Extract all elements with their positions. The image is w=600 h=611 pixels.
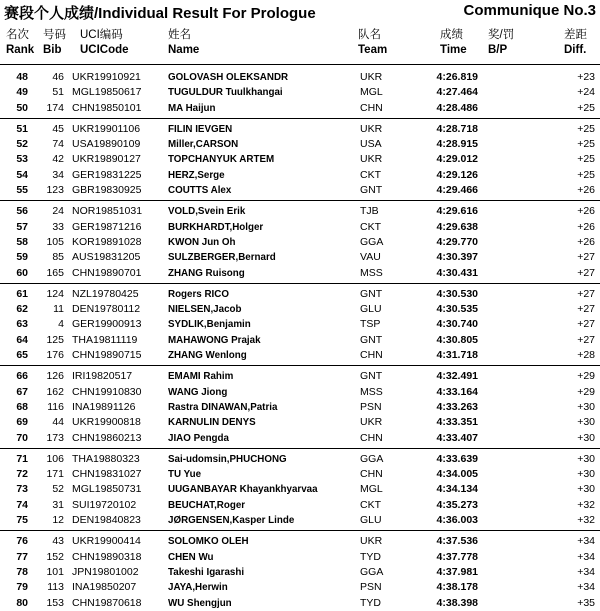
cell-name: SOLOMKO OLEH xyxy=(168,536,249,548)
cell-rank: 77 xyxy=(16,550,28,563)
cell-diff: +25 xyxy=(577,138,595,151)
table-row xyxy=(0,287,600,302)
cell-team: MGL xyxy=(360,86,383,99)
cell-name: BEUCHAT,Roger xyxy=(168,499,246,511)
title-bar xyxy=(0,0,600,24)
cell-bib: 51 xyxy=(52,86,64,99)
cell-time: 4:33.639 xyxy=(436,452,478,465)
table-row xyxy=(0,250,600,265)
cell-rank: 52 xyxy=(16,138,28,151)
table-header xyxy=(0,28,600,65)
cell-diff: +25 xyxy=(577,101,595,114)
cell-uci: UKR19890127 xyxy=(72,153,141,166)
cell-rank: 67 xyxy=(16,385,28,398)
cell-bib: 153 xyxy=(46,596,64,609)
cell-uci: CHN19860213 xyxy=(72,431,142,444)
cell-uci: CHN19890701 xyxy=(72,266,142,279)
cell-name: Rogers RICO xyxy=(168,288,229,300)
cell-name: EMAMI Rahim xyxy=(168,371,234,383)
cell-name: KARNULIN DENYS xyxy=(168,417,256,429)
cell-team: UKR xyxy=(360,153,383,166)
table-row xyxy=(0,467,600,482)
cell-name: JAYA,Herwin xyxy=(168,582,228,594)
cell-name: WU Shengjun xyxy=(168,597,232,609)
cell-time: 4:34.134 xyxy=(436,483,478,496)
cell-team: GLU xyxy=(360,303,382,316)
cell-rank: 71 xyxy=(16,452,28,465)
cell-rank: 70 xyxy=(16,431,28,444)
cell-diff: +25 xyxy=(577,168,595,181)
cell-team: CKT xyxy=(360,220,381,233)
table-row xyxy=(0,333,600,348)
cell-rank: 54 xyxy=(16,168,28,181)
cell-diff: +32 xyxy=(577,498,595,511)
table-row xyxy=(0,534,600,549)
cell-diff: +25 xyxy=(577,122,595,135)
cell-bib: 44 xyxy=(52,416,64,429)
cell-bib: 42 xyxy=(52,153,64,166)
cell-bib: 152 xyxy=(46,550,64,563)
cell-diff: +30 xyxy=(577,468,595,481)
cell-time: 4:30.530 xyxy=(436,287,478,300)
cell-uci: NOR19851031 xyxy=(72,205,143,218)
cell-team: MSS xyxy=(360,266,383,279)
col-bp-cn: 奖/罚 xyxy=(488,29,515,41)
cell-name: ZHANG Ruisong xyxy=(168,267,245,279)
cell-bib: 162 xyxy=(46,385,64,398)
cell-time: 4:30.740 xyxy=(436,318,478,331)
cell-rank: 72 xyxy=(16,468,28,481)
cell-diff: +27 xyxy=(577,333,595,346)
cell-rank: 60 xyxy=(16,266,28,279)
col-bib-en: Bib xyxy=(43,44,62,56)
table-row xyxy=(0,302,600,317)
cell-bib: 105 xyxy=(46,235,64,248)
table-row xyxy=(0,220,600,235)
col-bp xyxy=(488,28,514,58)
cell-rank: 63 xyxy=(16,318,28,331)
table-row xyxy=(0,400,600,415)
page-title: 赛段个人成绩/Individual Result For Prologue xyxy=(4,5,316,22)
cell-team: PSN xyxy=(360,400,382,413)
cell-bib: 45 xyxy=(52,122,64,135)
cell-name: Takeshi Igarashi xyxy=(168,566,245,578)
cell-team: GGA xyxy=(360,565,384,578)
table-row xyxy=(0,235,600,250)
cell-bib: 123 xyxy=(46,184,64,197)
table-row xyxy=(0,122,600,137)
cell-diff: +34 xyxy=(577,535,595,548)
col-diff xyxy=(564,28,587,58)
table-row xyxy=(0,550,600,565)
table-row xyxy=(0,266,600,281)
col-name-cn: 姓名 xyxy=(168,29,191,41)
col-diff-en: Diff. xyxy=(564,44,587,56)
cell-uci: CHN19850101 xyxy=(72,101,142,114)
cell-time: 4:29.616 xyxy=(436,205,478,218)
table-row xyxy=(0,204,600,219)
cell-time: 4:37.981 xyxy=(436,565,478,578)
cell-bib: 165 xyxy=(46,266,64,279)
cell-name: UUGANBAYAR Khayankhyarvaa xyxy=(168,484,318,496)
cell-name: TU Yue xyxy=(168,469,202,481)
cell-team: PSN xyxy=(360,581,382,594)
communique-number: Communique No.3 xyxy=(463,2,596,19)
cell-time: 4:33.407 xyxy=(436,431,478,444)
cell-bib: 74 xyxy=(52,138,64,151)
cell-diff: +35 xyxy=(577,596,595,609)
cell-bib: 12 xyxy=(52,514,64,527)
cell-team: MGL xyxy=(360,483,383,496)
cell-team: UKR xyxy=(360,71,383,83)
cell-time: 4:29.012 xyxy=(436,153,478,166)
cell-rank: 74 xyxy=(16,498,28,511)
cell-time: 4:28.718 xyxy=(436,122,478,135)
cell-diff: +26 xyxy=(577,205,595,218)
cell-name: VOLD,Svein Erik xyxy=(168,206,246,218)
cell-time: 4:33.351 xyxy=(436,416,478,429)
table-row xyxy=(0,452,600,467)
cell-time: 4:29.770 xyxy=(436,235,478,248)
cell-bib: 31 xyxy=(52,498,64,511)
cell-diff: +26 xyxy=(577,184,595,197)
cell-uci: GBR19830925 xyxy=(72,184,142,197)
cell-bib: 101 xyxy=(46,565,64,578)
cell-rank: 56 xyxy=(16,205,28,218)
cell-uci: CHN19890318 xyxy=(72,550,142,563)
table-row xyxy=(0,580,600,595)
cell-rank: 59 xyxy=(16,251,28,264)
cell-uci: NZL19780425 xyxy=(72,287,139,300)
cell-uci: GER19831225 xyxy=(72,168,142,181)
cell-team: CHN xyxy=(360,431,383,444)
cell-diff: +34 xyxy=(577,550,595,563)
cell-diff: +30 xyxy=(577,483,595,496)
cell-team: UKR xyxy=(360,535,383,548)
cell-bib: 125 xyxy=(46,333,64,346)
table-row xyxy=(0,369,600,384)
cell-name: TOPCHANYUK ARTEM xyxy=(168,154,275,166)
cell-time: 4:38.398 xyxy=(436,596,478,609)
cell-rank: 57 xyxy=(16,220,28,233)
cell-bib: 4 xyxy=(58,318,64,331)
cell-name: MAHAWONG Prajak xyxy=(168,334,261,346)
cell-rank: 49 xyxy=(16,86,28,99)
cell-team: GNT xyxy=(360,370,383,383)
cell-uci: SUI19720102 xyxy=(72,498,137,511)
cell-rank: 78 xyxy=(16,565,28,578)
cell-team: TJB xyxy=(360,205,379,218)
cell-uci: UKR19901106 xyxy=(72,122,141,135)
col-bib-cn: 号码 xyxy=(43,29,66,41)
col-rank-en: Rank xyxy=(6,44,35,56)
cell-name: ZHANG Wenlong xyxy=(168,350,247,362)
cell-name: Miller,CARSON xyxy=(168,139,239,151)
cell-time: 4:30.535 xyxy=(436,303,478,316)
cell-diff: +26 xyxy=(577,220,595,233)
col-uci-cn: UCI编码 xyxy=(80,29,123,41)
cell-rank: 55 xyxy=(16,184,28,197)
cell-bib: 173 xyxy=(46,431,64,444)
cell-name: FILIN IEVGEN xyxy=(168,123,233,135)
cell-time: 4:30.431 xyxy=(436,266,478,279)
cell-time: 4:29.126 xyxy=(436,168,478,181)
table-row xyxy=(0,70,600,85)
cell-time: 4:38.178 xyxy=(436,581,478,594)
cell-uci: THA19880323 xyxy=(72,452,140,465)
col-time-cn: 成绩 xyxy=(440,29,463,41)
table-row xyxy=(0,85,600,100)
cell-time: 4:27.464 xyxy=(436,86,478,99)
cell-diff: +27 xyxy=(577,318,595,331)
cell-name: NIELSEN,Jacob xyxy=(168,304,242,316)
cell-uci: UKR19910921 xyxy=(72,71,141,83)
cell-bib: 176 xyxy=(46,349,64,362)
cell-rank: 79 xyxy=(16,581,28,594)
cell-uci: THA19811119 xyxy=(72,333,138,346)
cell-team: MSS xyxy=(360,385,383,398)
cell-team: TYD xyxy=(360,550,381,563)
cell-uci: MGL19850731 xyxy=(72,483,142,496)
cell-diff: +34 xyxy=(577,565,595,578)
table-row xyxy=(0,596,600,611)
col-team-en: Team xyxy=(358,44,388,56)
cell-time: 4:30.397 xyxy=(436,251,478,264)
cell-bib: 11 xyxy=(53,303,64,316)
cell-rank: 75 xyxy=(16,514,28,527)
col-bib xyxy=(43,28,66,58)
cell-rank: 73 xyxy=(16,483,28,496)
table-row xyxy=(0,137,600,152)
col-name-en: Name xyxy=(168,44,200,56)
cell-rank: 53 xyxy=(16,153,28,166)
cell-name: Rastra DINAWAN,Patria xyxy=(168,401,278,413)
cell-uci: CHN19890715 xyxy=(72,349,142,362)
col-time xyxy=(440,28,467,58)
table-row xyxy=(0,498,600,513)
cell-bib: 43 xyxy=(52,535,64,548)
col-bp-en: B/P xyxy=(488,44,508,56)
cell-diff: +29 xyxy=(577,385,595,398)
table-row xyxy=(0,431,600,446)
cell-diff: +27 xyxy=(577,287,595,300)
cell-time: 4:31.718 xyxy=(436,349,478,362)
cell-diff: +30 xyxy=(577,431,595,444)
cell-uci: DEN19780112 xyxy=(72,303,141,316)
cell-uci: GER19900913 xyxy=(72,318,142,331)
cell-bib: 174 xyxy=(46,101,64,114)
cell-time: 4:32.491 xyxy=(436,370,478,383)
cell-rank: 68 xyxy=(16,400,28,413)
cell-team: VAU xyxy=(360,251,381,264)
cell-team: CHN xyxy=(360,468,383,481)
table-row xyxy=(0,385,600,400)
table-row xyxy=(0,168,600,183)
col-rank-cn: 名次 xyxy=(6,29,29,41)
cell-diff: +30 xyxy=(577,416,595,429)
cell-diff: +23 xyxy=(577,71,595,83)
cell-uci: UKR19900414 xyxy=(72,535,141,548)
table-row xyxy=(0,101,600,116)
cell-diff: +30 xyxy=(577,400,595,413)
cell-uci: CHN19870618 xyxy=(72,596,142,609)
cell-time: 4:28.486 xyxy=(436,101,478,114)
col-team xyxy=(358,28,387,58)
cell-name: COUTTS Alex xyxy=(168,185,232,197)
cell-uci: INA19850207 xyxy=(72,581,137,594)
cell-uci: IRI19820517 xyxy=(72,370,133,383)
cell-name: WANG Jiong xyxy=(168,386,228,398)
table-row xyxy=(0,317,600,332)
cell-bib: 113 xyxy=(47,581,64,594)
cell-team: CKT xyxy=(360,168,381,181)
table-row xyxy=(0,415,600,430)
cell-team: GNT xyxy=(360,184,383,197)
cell-uci: USA19890109 xyxy=(72,138,141,151)
cell-team: GGA xyxy=(360,235,384,248)
table-row xyxy=(0,513,600,528)
cell-rank: 51 xyxy=(16,122,28,135)
cell-team: GLU xyxy=(360,514,382,527)
cell-diff: +27 xyxy=(577,266,595,279)
cell-team: UKR xyxy=(360,122,383,135)
cell-rank: 50 xyxy=(16,101,28,114)
cell-name: JØRGENSEN,Kasper Linde xyxy=(168,515,295,527)
cell-time: 4:28.915 xyxy=(436,138,478,151)
cell-name: MA Haijun xyxy=(168,102,216,114)
cell-bib: 52 xyxy=(52,483,64,496)
cell-time: 4:34.005 xyxy=(436,468,478,481)
cell-time: 4:36.003 xyxy=(436,514,478,527)
cell-name: CHEN Wu xyxy=(168,551,214,563)
cell-name: GOLOVASH OLEKSANDR xyxy=(168,72,289,83)
cell-team: TYD xyxy=(360,596,381,609)
cell-bib: 124 xyxy=(46,287,64,300)
cell-uci: GER19871216 xyxy=(72,220,142,233)
cell-time: 4:35.273 xyxy=(436,498,478,511)
cell-team: GNT xyxy=(360,333,383,346)
col-rank xyxy=(6,28,34,58)
cell-rank: 80 xyxy=(16,596,28,609)
cell-bib: 46 xyxy=(52,71,64,83)
cell-bib: 33 xyxy=(52,220,64,233)
table-row xyxy=(0,482,600,497)
col-time-en: Time xyxy=(440,44,467,56)
cell-rank: 65 xyxy=(16,349,28,362)
cell-name: Sai-udomsin,PHUCHONG xyxy=(168,453,287,465)
cell-time: 4:33.164 xyxy=(436,385,478,398)
col-diff-cn: 差距 xyxy=(564,29,587,41)
cell-time: 4:30.805 xyxy=(436,333,478,346)
cell-diff: +26 xyxy=(577,235,595,248)
cell-diff: +32 xyxy=(577,514,595,527)
table-row xyxy=(0,348,600,363)
cell-team: GNT xyxy=(360,287,383,300)
cell-rank: 58 xyxy=(16,235,28,248)
col-uci xyxy=(80,28,129,58)
cell-rank: 62 xyxy=(16,303,28,316)
cell-name: TUGULDUR Tuulkhangai xyxy=(168,87,283,99)
col-team-cn: 队名 xyxy=(358,29,381,41)
results-table xyxy=(0,70,600,611)
cell-uci: KOR19891028 xyxy=(72,235,142,248)
cell-rank: 64 xyxy=(16,333,28,346)
cell-rank: 48 xyxy=(16,71,28,83)
cell-time: 4:29.466 xyxy=(436,184,478,197)
table-row xyxy=(0,152,600,167)
cell-uci: UKR19900818 xyxy=(72,416,141,429)
cell-team: CHN xyxy=(360,349,383,362)
cell-diff: +27 xyxy=(577,303,595,316)
cell-bib: 171 xyxy=(46,468,64,481)
cell-bib: 24 xyxy=(52,205,64,218)
cell-bib: 85 xyxy=(52,251,64,264)
cell-name: SULZBERGER,Bernard xyxy=(168,252,276,264)
cell-bib: 126 xyxy=(46,370,64,383)
cell-uci: DEN19840823 xyxy=(72,514,141,527)
cell-uci: AUS19831205 xyxy=(72,251,141,264)
cell-rank: 66 xyxy=(16,370,28,383)
col-name xyxy=(168,28,199,58)
cell-uci: CHN19831027 xyxy=(72,468,142,481)
cell-name: HERZ,Serge xyxy=(168,169,225,181)
cell-uci: CHN19910830 xyxy=(72,385,142,398)
cell-team: CKT xyxy=(360,498,381,511)
cell-rank: 61 xyxy=(16,287,28,300)
cell-time: 4:37.778 xyxy=(436,550,478,563)
cell-time: 4:26.819 xyxy=(436,71,478,83)
cell-diff: +28 xyxy=(577,349,595,362)
cell-team: UKR xyxy=(360,416,383,429)
cell-bib: 116 xyxy=(47,400,64,413)
cell-diff: +24 xyxy=(577,86,595,99)
col-uci-en: UCICode xyxy=(80,44,129,56)
cell-name: JIAO Pengda xyxy=(168,432,229,444)
cell-time: 4:37.536 xyxy=(436,535,478,548)
cell-bib: 34 xyxy=(52,168,64,181)
cell-team: USA xyxy=(360,138,382,151)
cell-team: TSP xyxy=(360,318,381,331)
cell-name: KWON Jun Oh xyxy=(168,236,236,248)
cell-team: GGA xyxy=(360,452,384,465)
cell-uci: MGL19850617 xyxy=(72,86,142,99)
cell-uci: INA19891126 xyxy=(72,400,136,413)
cell-rank: 76 xyxy=(16,535,28,548)
cell-name: BURKHARDT,Holger xyxy=(168,221,264,233)
cell-diff: +27 xyxy=(577,251,595,264)
cell-diff: +25 xyxy=(577,153,595,166)
cell-diff: +34 xyxy=(577,581,595,594)
cell-uci: JPN19801002 xyxy=(72,565,139,578)
cell-diff: +30 xyxy=(577,452,595,465)
cell-time: 4:33.263 xyxy=(436,400,478,413)
cell-name: SYDLIK,Benjamin xyxy=(168,319,251,331)
table-row xyxy=(0,565,600,580)
cell-bib: 106 xyxy=(46,452,64,465)
table-row xyxy=(0,183,600,198)
cell-rank: 69 xyxy=(16,416,28,429)
cell-team: CHN xyxy=(360,101,383,114)
cell-time: 4:29.638 xyxy=(436,220,478,233)
cell-diff: +29 xyxy=(577,370,595,383)
